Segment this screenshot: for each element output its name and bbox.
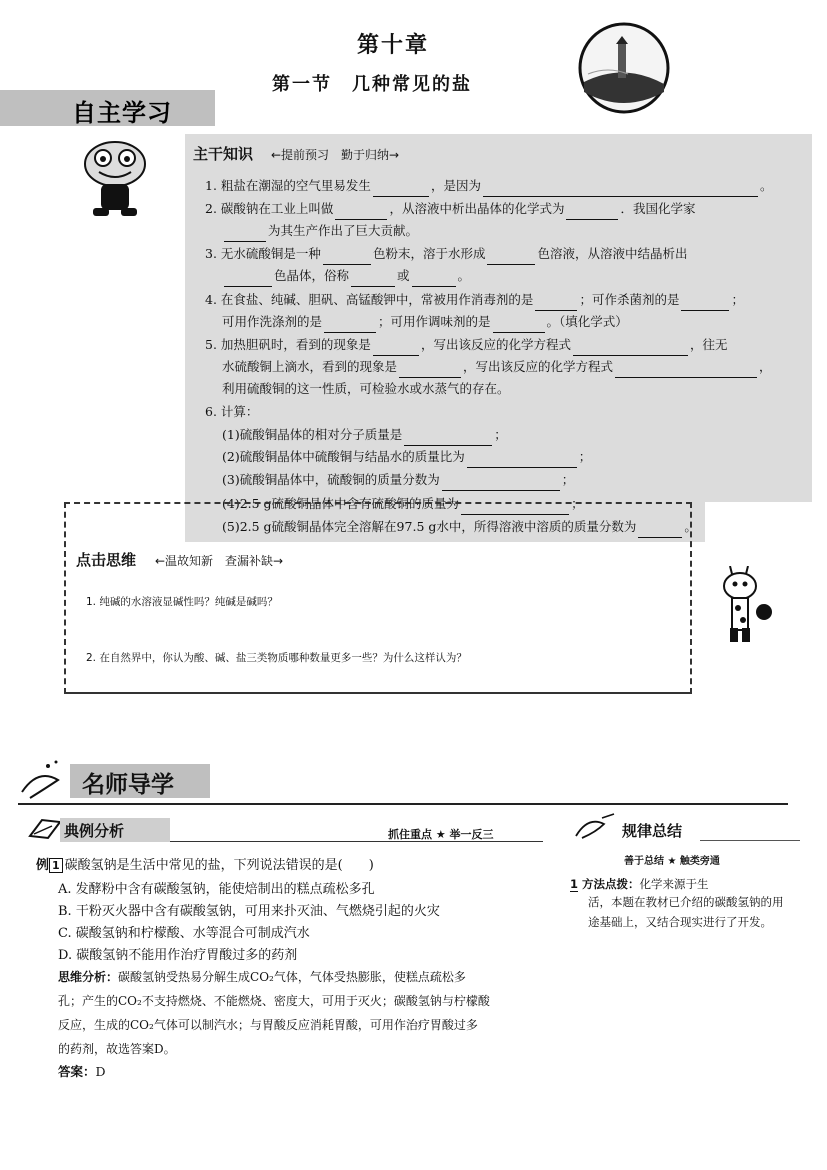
- question-4-line2: 可用作洗涤剂的是 ；可用作调味剂的是 。（填化学式）: [222, 311, 628, 333]
- question-4: 4. 在食盐、纯碱、胆矾、高锰酸钾中，常被用作消毒剂的是 ；可作杀菌剂的是 ；: [205, 289, 744, 311]
- section-title: 第一节 几种常见的盐: [272, 74, 472, 95]
- example-1: 例 1 碳酸氢钠是生活中常见的盐，下列说法错误的是( ): [36, 858, 374, 873]
- question-2: 2. 碳酸钠在工业上叫做 ，从溶液中析出晶体的化学式为 ．我国化学家: [205, 198, 695, 220]
- answer-blank[interactable]: [224, 272, 272, 287]
- answer-blank[interactable]: [323, 250, 371, 265]
- option-b: B. 干粉灭火器中含有碳酸氢钠，可用来扑灭油、气燃烧引起的火灾: [58, 904, 440, 919]
- answer-blank[interactable]: [487, 250, 535, 265]
- answer-blank[interactable]: [573, 341, 688, 356]
- giraffe-mascot-icon: [710, 566, 780, 646]
- lighthouse-illustration: [578, 22, 670, 114]
- zizhu-title: 自主学习: [72, 99, 172, 127]
- analysis-line-3: 反应，生成的CO₂气体可以制汽水；与胃酸反应消耗胃酸，可用作治疗胃酸过多: [58, 1018, 478, 1032]
- answer-blank[interactable]: [493, 318, 545, 333]
- option-a: A. 发酵粉中含有碳酸氢钠，能使焙制出的糕点疏松多孔: [58, 882, 375, 897]
- notebook-icon: [28, 816, 62, 840]
- dianji-sub: ←温故知新 查漏补缺→: [155, 554, 284, 568]
- dianji-box-bottom: [64, 692, 692, 694]
- question-3: 3. 无水硫酸铜是一种 色粉末，溶于水形成 色溶液，从溶液中结晶析出: [205, 243, 687, 265]
- frog-mascot-icon: [75, 138, 155, 220]
- dianji-question-2: 2. 在自然界中，你认为酸、碱、盐三类物质哪种数量更多一些？为什么这样认为？: [86, 652, 467, 664]
- main-knowledge-title: 主干知识: [193, 145, 254, 163]
- question-6-item: (3)硫酸铜晶体中，硫酸铜的质量分数为 ；: [222, 469, 574, 491]
- method-tip: 1 方法点拨：化学来源于生: [570, 877, 709, 891]
- question-6-item: (5)2.5 g硫酸铜晶体完全溶解在97.5 g水中，所得溶液中溶质的质量分数为 。: [222, 516, 697, 538]
- answer-blank[interactable]: [224, 227, 266, 242]
- question-1: 1. 粗盐在潮湿的空气里易发生 ，是因为 。: [205, 175, 772, 197]
- answer-blank[interactable]: [335, 205, 387, 220]
- question-6-item: (1)硫酸铜晶体的相对分子质量是 ；: [222, 424, 507, 446]
- answer-blank[interactable]: [399, 363, 461, 378]
- question-5: 5. 加热胆矾时，看到的现象是 ，写出该反应的化学方程式 ，往无: [205, 334, 727, 356]
- answer-blank[interactable]: [535, 296, 577, 311]
- answer-blank[interactable]: [412, 272, 456, 287]
- analysis-line-2: 孔；产生的CO₂不支持燃烧、不能燃烧、密度大，可用于灭火；碳酸氢钠与柠檬酸: [58, 994, 490, 1008]
- question-2-line2: 为其生产作出了巨大贡献。: [222, 220, 418, 242]
- answer-blank[interactable]: [373, 341, 419, 356]
- analysis-line-1: 思维分析：碳酸氢钠受热易分解生成CO₂气体，气体受热膨胀，使糕点疏松多: [58, 970, 466, 984]
- dianji-title: 点击思维: [76, 551, 137, 569]
- answer-blank[interactable]: [404, 431, 492, 446]
- question-6-item: (2)硫酸铜晶体中硫酸铜与结晶水的质量比为 ；: [222, 446, 591, 468]
- method-tip-line-3: 途基础上，又结合现实进行了开发。: [588, 915, 772, 929]
- dianji-question-1: 1. 纯碱的水溶液显碱性吗？纯碱是碱吗？: [86, 596, 278, 608]
- answer-blank[interactable]: [681, 296, 729, 311]
- chapter-title: 第十章: [357, 32, 430, 58]
- option-d: D. 碳酸氢钠不能用作治疗胃酸过多的药剂: [58, 948, 298, 963]
- mingshi-divider: [18, 803, 788, 805]
- answer-blank[interactable]: [442, 476, 560, 491]
- answer-blank[interactable]: [324, 318, 376, 333]
- pen-scribble-icon: [574, 812, 618, 842]
- guilv-tag: 善于总结 ★ 触类旁通: [624, 856, 720, 867]
- answer-blank[interactable]: [615, 363, 757, 378]
- analysis-line-4: 的药剂，故选答案D。: [58, 1042, 176, 1056]
- answer-blank[interactable]: [467, 453, 577, 468]
- answer-blank[interactable]: [373, 182, 429, 197]
- question-6-item: (4)2.5 g硫酸铜晶体中含有硫酸铜的质量为 ；: [222, 493, 584, 515]
- answer-blank[interactable]: [351, 272, 395, 287]
- main-knowledge-sub: ←提前预习 勤于归纳→: [271, 148, 400, 162]
- dianli-title: 典例分析: [64, 822, 125, 840]
- mingshi-title: 名师导学: [82, 772, 174, 798]
- answer-blank[interactable]: [483, 182, 758, 197]
- question-5-line3: 利用硫酸铜的这一性质，可检验水或水蒸气的存在。: [222, 381, 510, 396]
- question-6: 6. 计算：: [205, 404, 259, 419]
- option-c: C. 碳酸氢钠和柠檬酸、水等混合可制成汽水: [58, 926, 310, 941]
- question-3-line2: 色晶体，俗称 或 。: [222, 265, 470, 287]
- method-tip-line-2: 活，本题在教材已介绍的碳酸氢钠的用: [588, 895, 784, 909]
- dianli-tag: 抓住重点 ★ 举一反三: [388, 828, 494, 841]
- guilv-underline: [700, 840, 800, 841]
- question-5-line2: 水硫酸铜上滴水，看到的现象是 ，写出该反应的化学方程式 ，: [222, 356, 772, 378]
- pen-swirl-icon: [18, 758, 70, 802]
- answer-blank[interactable]: [566, 205, 618, 220]
- guilv-title: 规律总结: [622, 822, 683, 840]
- answer: 答案：D: [58, 1064, 106, 1079]
